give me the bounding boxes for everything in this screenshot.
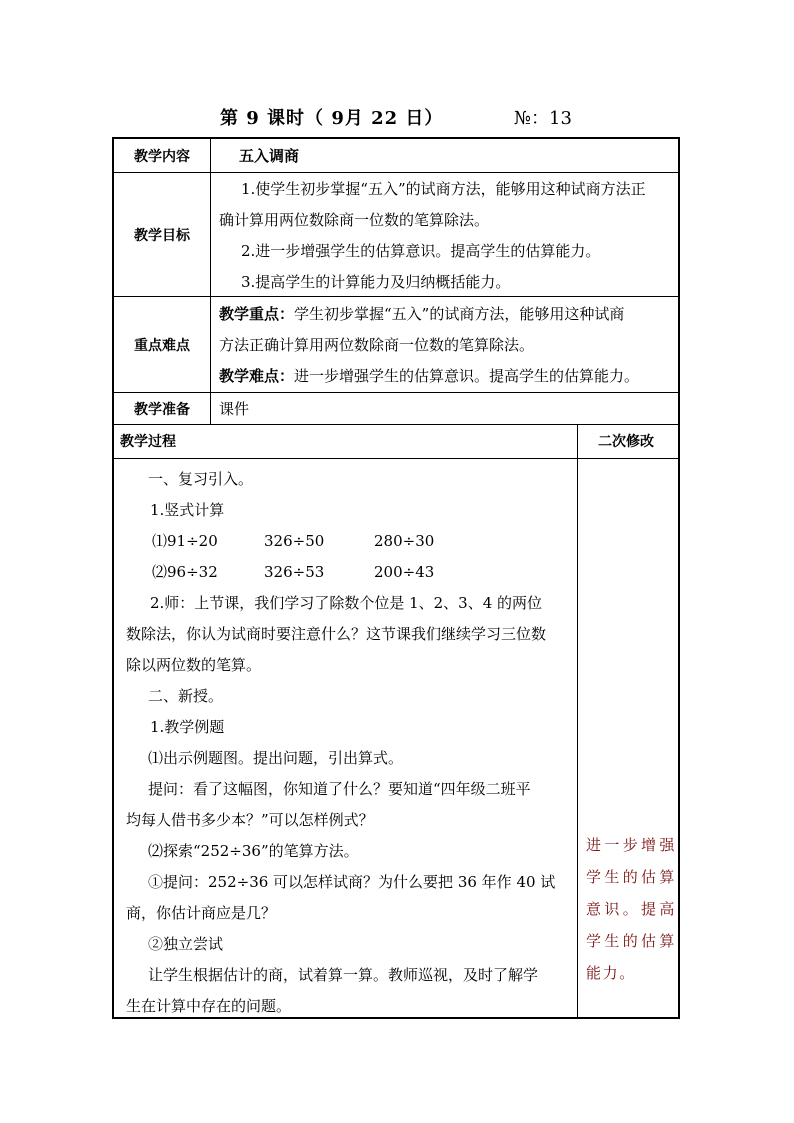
question-line: 商，你估计商应是几？ [126,904,277,922]
equation: 280÷30 [374,532,435,550]
example-title: 1.教学例题 [150,718,225,736]
difficulty-line [219,361,670,392]
label-key-points: 重点难点 [114,297,211,392]
student-line: 让学生根据估计的商，试着算一算。教师巡视，及时了解学 [148,966,539,984]
lesson-header [0,104,794,130]
equation-row-2 [126,557,569,588]
teacher-line: 除以两位数的笔算。 [126,656,262,674]
question-line: ①提问：252÷36 可以怎样试商？为什么要把 36 年作 40 试 [148,873,556,891]
column-divider [577,425,578,1017]
revision-note: 进一步增强学生的估算意识。提高学生的估算能力。 [586,836,676,982]
try-line: ②独立尝试 [148,935,224,953]
explore-line: ⑵探索“252÷36”的笔算方法。 [148,842,359,860]
ask-line: 均每人借书多少本？”可以怎样例式？ [126,811,374,829]
row-key-points [114,297,678,393]
goal-line: 1.使学生初步掌握“五入”的试商方法，能够用这种试商方法正 [241,180,646,198]
review-title: 一、复习引入。 [148,470,254,488]
prep-value: 课件 [219,400,250,418]
show-line: ⑴出示例题图。提出问题，引出算式。 [148,749,404,767]
difficulty-label: 教学难点： [219,367,295,385]
lesson-plan-table [112,137,680,1019]
focus-label: 教学重点： [219,305,295,323]
row-prep [114,393,678,425]
row-content [114,139,678,173]
teacher-line: 2.师：上节课，我们学习了除数个位是 1、2、3、4 的两位 [150,594,543,612]
ask-line: 提问：看了这幅图，你知道了什么？要知道“四年级二班平 [148,780,531,798]
content-value: 五入调商 [239,147,300,165]
row-goals [114,173,678,297]
goals-cell [211,173,678,296]
key-points-cell [211,297,678,392]
equation-row-1 [126,526,569,557]
new-title: 二、新授。 [148,687,224,705]
label-prep: 教学准备 [114,393,211,424]
process-body [114,460,577,1022]
lesson-number: №：13 [514,108,572,129]
lesson-title: 第 9 课时（ 9月 22 日） [220,108,444,129]
focus-line [219,299,670,330]
equation: ⑴91÷20 [152,532,218,550]
revision-heading: 二次修改 [598,434,654,450]
row-process-header [114,425,678,459]
difficulty-text: 进一步增强学生的估算意识。提高学生的估算能力。 [294,367,640,385]
goal-line: 2.进一步增强学生的估算意识。提高学生的估算能力。 [241,242,601,260]
teacher-line: 数除法，你认为试商时要注意什么？这节课我们继续学习三位数 [126,625,547,643]
process-heading: 教学过程 [120,434,176,450]
goal-line: 确计算用两位数除商一位数的笔算除法。 [219,211,490,229]
student-line: 生在计算中存在的问题。 [126,997,292,1015]
vertical-calc: 1.竖式计算 [150,501,225,519]
equation: 326÷50 [264,532,325,550]
equation: ⑵96÷32 [152,563,218,581]
goal-line: 3.提高学生的计算能力及归纳概括能力。 [241,273,511,291]
equation: 200÷43 [374,563,435,581]
focus-line-2: 方法正确计算用两位数除商一位数的笔算除法。 [219,336,535,354]
equation: 326÷53 [264,563,325,581]
label-goals: 教学目标 [114,173,211,296]
focus-text: 学生初步掌握“五入”的试商方法，能够用这种试商 [294,305,625,323]
label-content: 教学内容 [114,139,211,172]
